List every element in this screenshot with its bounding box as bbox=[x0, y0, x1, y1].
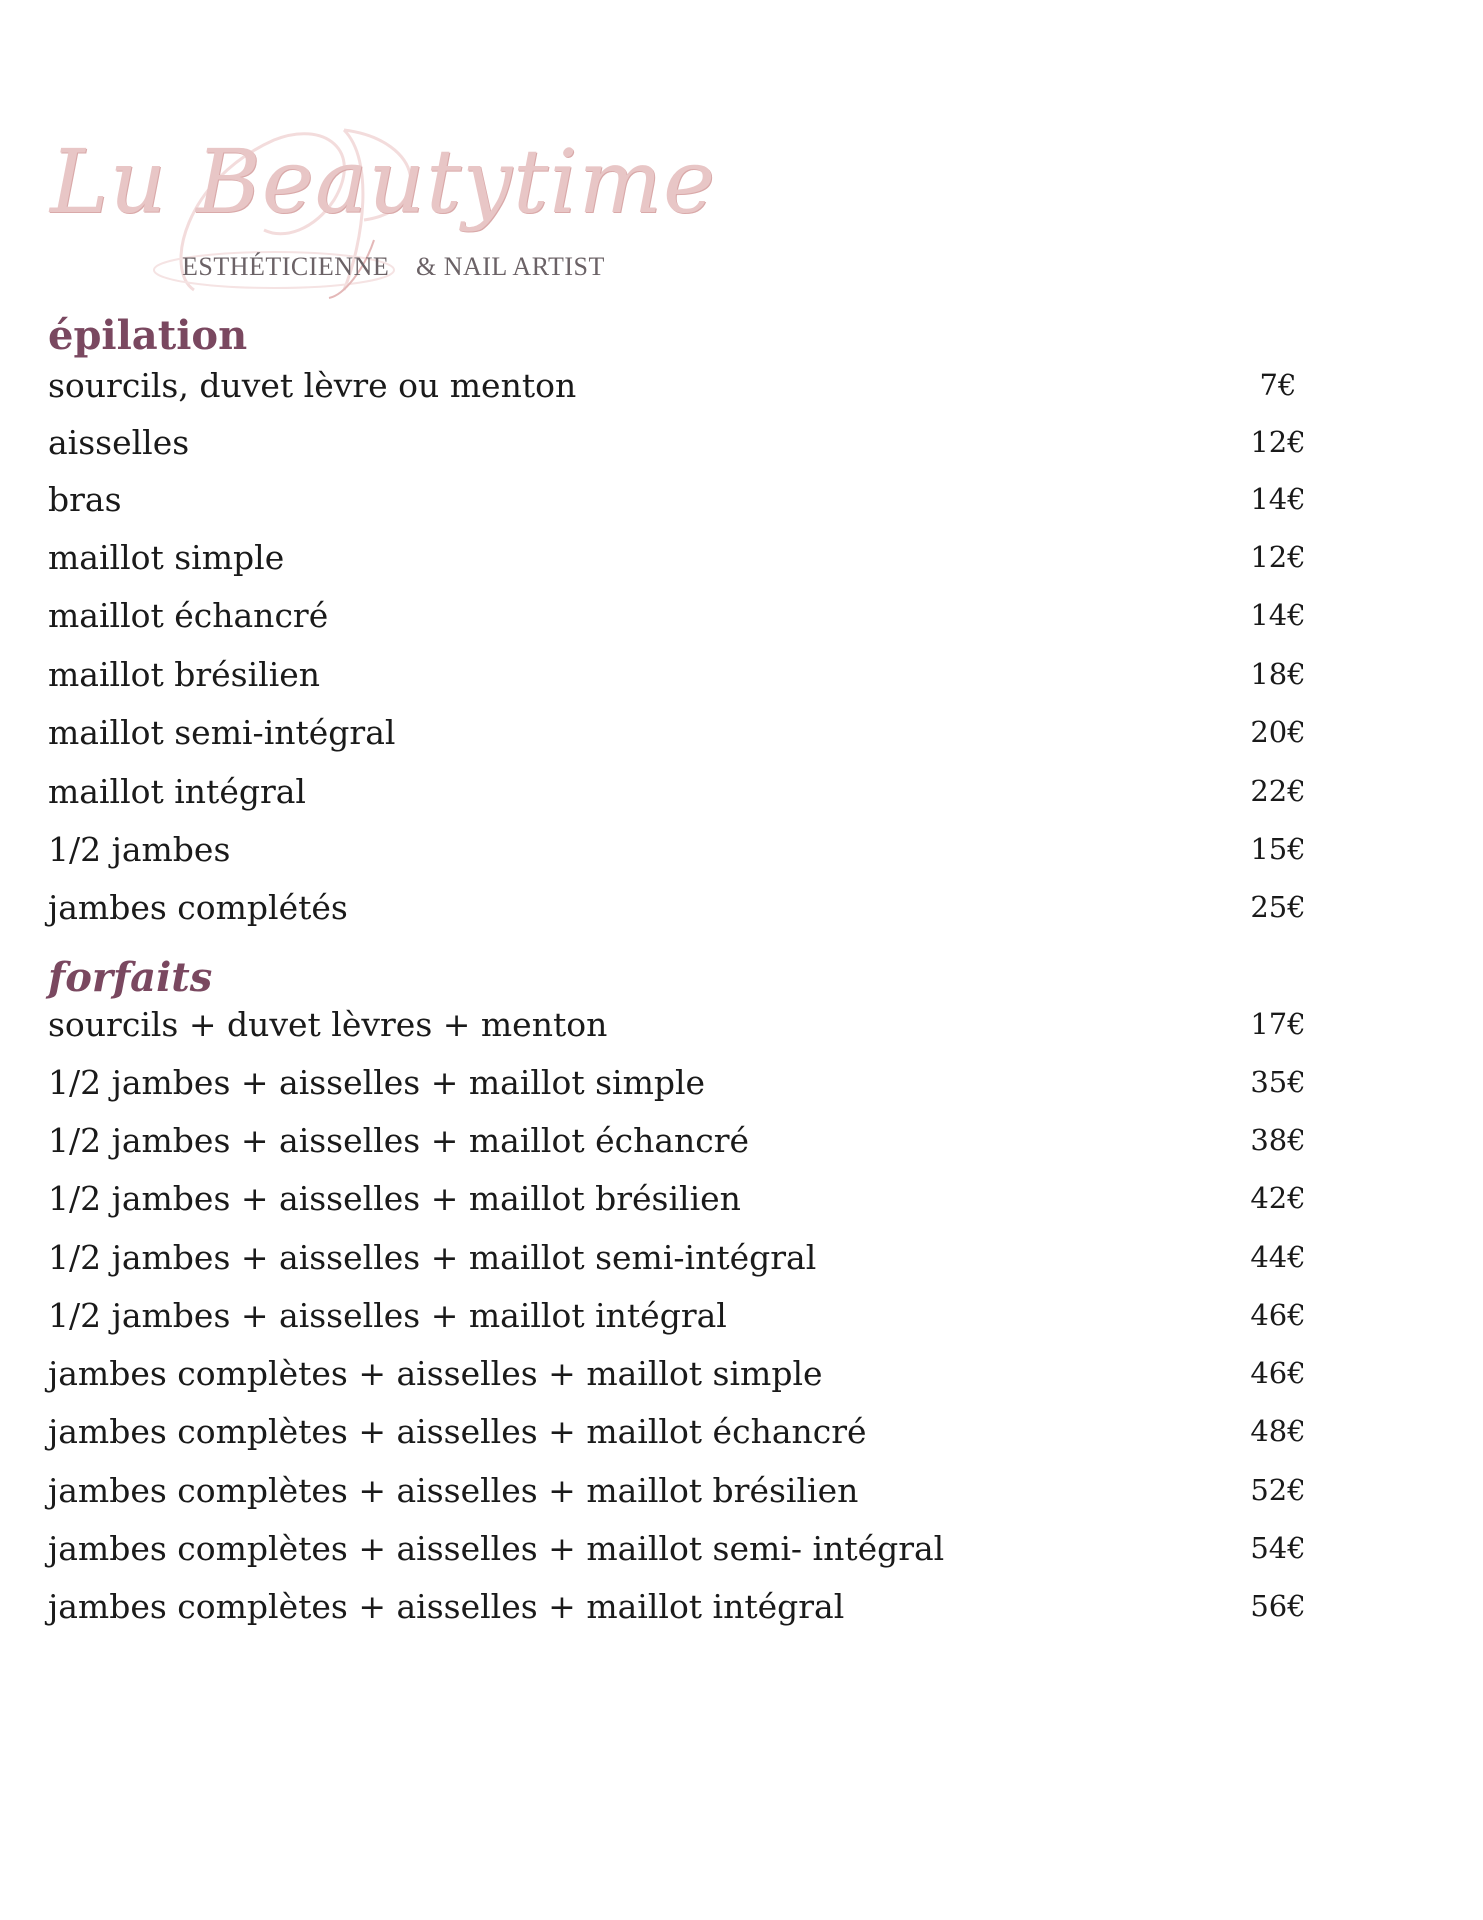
service-price: 52€ bbox=[1250, 1473, 1306, 1507]
service-label: 1/2 jambes + aisselles + maillot semi-intégral bbox=[48, 1238, 817, 1277]
service-label: bras bbox=[48, 480, 122, 519]
service-label: jambes complètes + aisselles + maillot échancré bbox=[48, 1412, 867, 1451]
price-row bbox=[48, 772, 1338, 822]
price-row bbox=[48, 1179, 1338, 1229]
service-price: 42€ bbox=[1250, 1181, 1306, 1215]
service-price: 17€ bbox=[1250, 1007, 1306, 1041]
service-price: 14€ bbox=[1250, 598, 1306, 632]
service-price: 48€ bbox=[1250, 1414, 1306, 1448]
service-label: 1/2 jambes + aisselles + maillot échancré bbox=[48, 1121, 750, 1160]
price-row bbox=[48, 888, 1338, 938]
price-row bbox=[48, 423, 1338, 473]
service-price: 54€ bbox=[1250, 1531, 1306, 1565]
service-label: aisselles bbox=[48, 423, 190, 462]
brand-logo bbox=[44, 120, 717, 300]
price-row bbox=[48, 830, 1338, 880]
service-label: maillot simple bbox=[48, 538, 285, 577]
service-label: maillot intégral bbox=[48, 772, 306, 811]
service-label: sourcils + duvet lèvres + menton bbox=[48, 1005, 608, 1044]
service-label: jambes complètes + aisselles + maillot brésilien bbox=[48, 1471, 859, 1510]
service-label: sourcils, duvet lèvre ou menton bbox=[48, 366, 577, 405]
service-label: jambes complètes + aisselles + maillot simple bbox=[48, 1354, 823, 1393]
service-price: 18€ bbox=[1250, 657, 1306, 691]
price-row bbox=[48, 1121, 1338, 1171]
price-row bbox=[48, 1529, 1338, 1579]
section-title-forfaits: forfaits bbox=[48, 954, 213, 1001]
price-row bbox=[48, 366, 1338, 416]
price-row bbox=[48, 713, 1338, 763]
service-price: 20€ bbox=[1250, 715, 1306, 749]
service-label: jambes complètes + aisselles + maillot semi- intégral bbox=[48, 1529, 945, 1568]
logo-subtitle-esthetician: ESTHÉTICIENNE bbox=[182, 252, 390, 281]
price-row bbox=[48, 596, 1338, 646]
service-label: maillot semi-intégral bbox=[48, 713, 396, 752]
service-price: 12€ bbox=[1250, 540, 1306, 574]
price-row bbox=[48, 1354, 1338, 1404]
service-price: 14€ bbox=[1250, 482, 1306, 516]
service-label: maillot échancré bbox=[48, 596, 329, 635]
service-price: 22€ bbox=[1250, 774, 1306, 808]
service-label: jambes complétés bbox=[48, 888, 348, 927]
price-row bbox=[48, 1412, 1338, 1462]
service-price: 38€ bbox=[1250, 1123, 1306, 1157]
price-row bbox=[48, 1238, 1338, 1288]
price-row bbox=[48, 1005, 1338, 1055]
price-row bbox=[48, 480, 1338, 530]
service-label: 1/2 jambes bbox=[48, 830, 231, 869]
service-price: 15€ bbox=[1250, 832, 1306, 866]
service-label: jambes complètes + aisselles + maillot intégral bbox=[48, 1587, 845, 1626]
service-price: 7€ bbox=[1259, 368, 1297, 402]
price-row bbox=[48, 1471, 1338, 1521]
price-row bbox=[48, 538, 1338, 588]
service-price: 25€ bbox=[1250, 890, 1306, 924]
price-row bbox=[48, 1296, 1338, 1346]
logo-subtitle-nail-artist: & NAIL ARTIST bbox=[416, 252, 605, 281]
service-price: 46€ bbox=[1250, 1356, 1306, 1390]
service-price: 35€ bbox=[1250, 1065, 1306, 1099]
service-price: 12€ bbox=[1250, 425, 1306, 459]
service-price: 56€ bbox=[1250, 1589, 1306, 1623]
service-label: maillot brésilien bbox=[48, 655, 321, 694]
service-label: 1/2 jambes + aisselles + maillot intégral bbox=[48, 1296, 727, 1335]
price-row bbox=[48, 1587, 1338, 1637]
logo-script-title: Lu Beautytime bbox=[50, 130, 717, 233]
service-label: 1/2 jambes + aisselles + maillot brésilien bbox=[48, 1179, 741, 1218]
section-title-epilation: épilation bbox=[48, 312, 248, 359]
price-row bbox=[48, 655, 1338, 705]
service-price: 44€ bbox=[1250, 1240, 1306, 1274]
service-label: 1/2 jambes + aisselles + maillot simple bbox=[48, 1063, 706, 1102]
service-price: 46€ bbox=[1250, 1298, 1306, 1332]
price-row bbox=[48, 1063, 1338, 1113]
